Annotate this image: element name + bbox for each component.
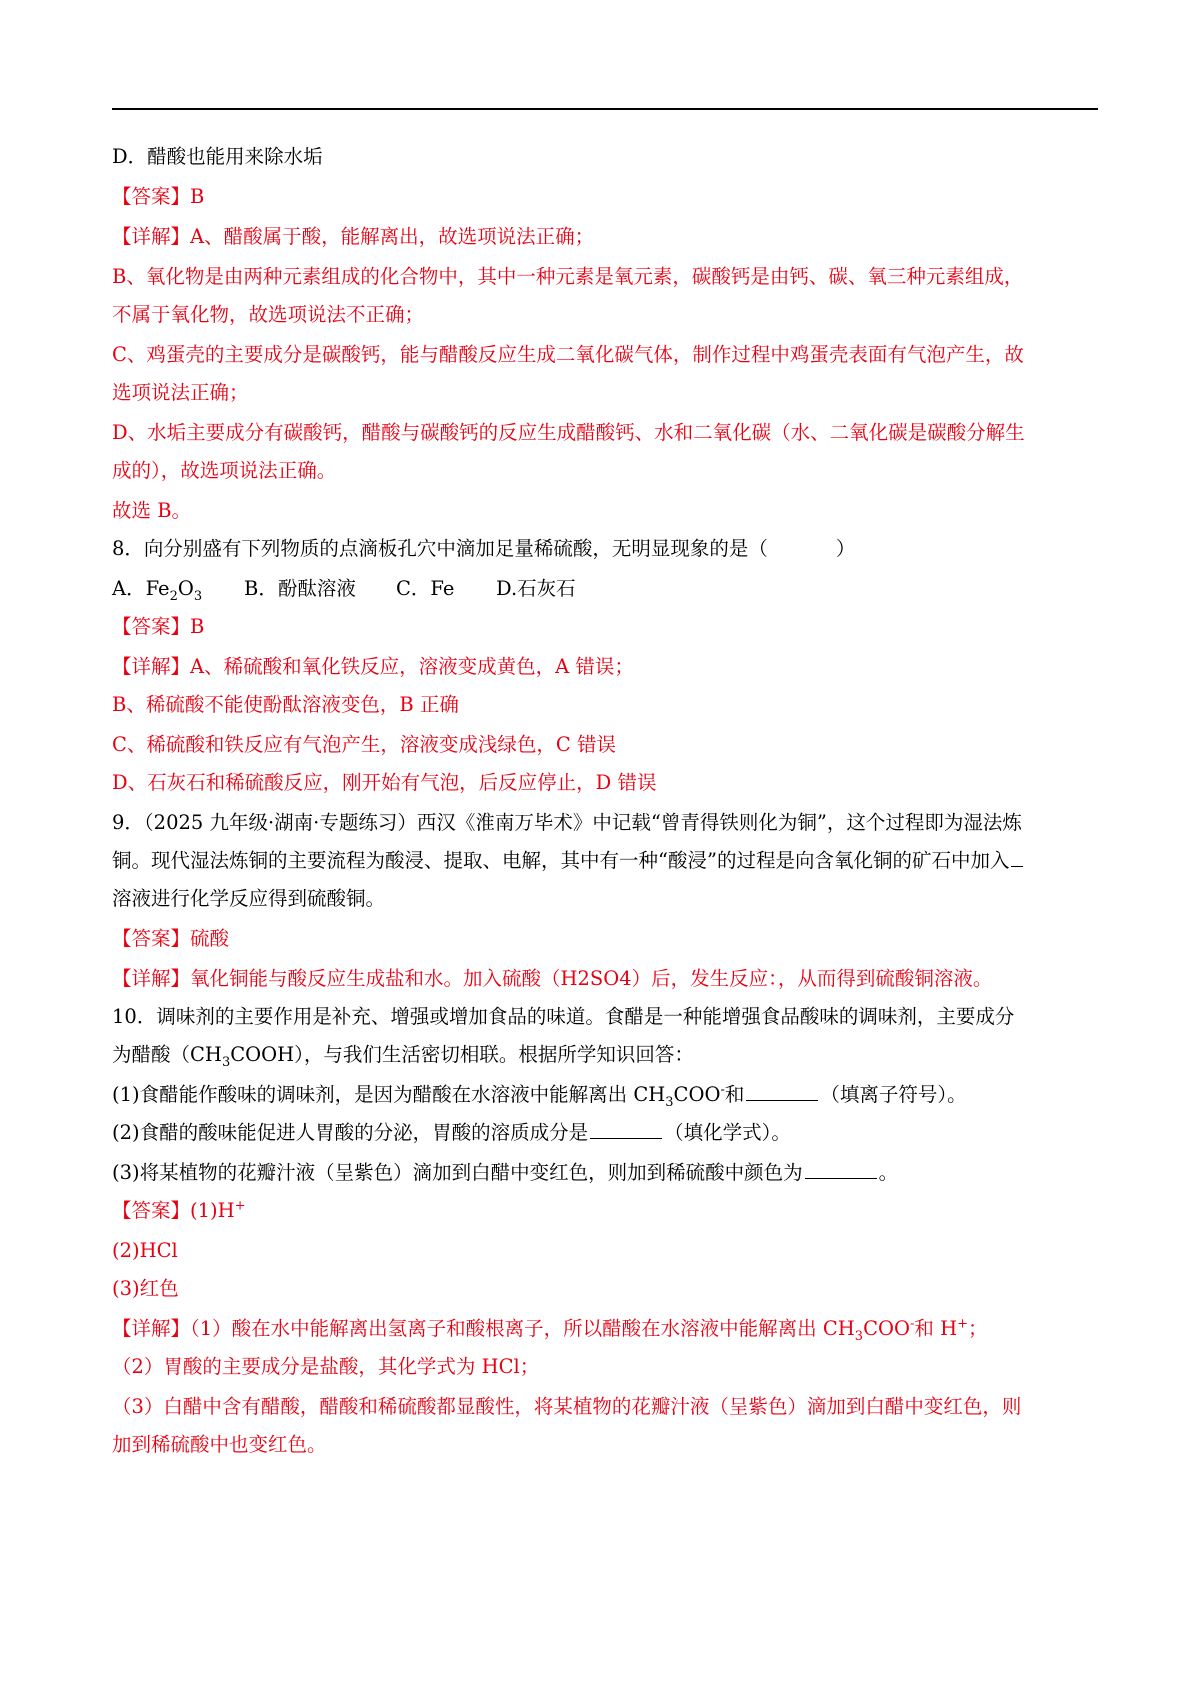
header-rule xyxy=(112,108,1098,110)
q9-stem-line-1: 9．（2025 九年级·湖南·专题练习）西汉《淮南万毕术》中记载“曾青得铁则化为铜”，这个过程即为湿法炼 xyxy=(112,811,1022,834)
q8-detail-line-4: D、石灰石和稀硫酸反应，刚开始有气泡，后反应停止，D 错误 xyxy=(112,771,657,794)
q8-option-a xyxy=(112,576,244,602)
q10-detail-line-1 xyxy=(112,1316,988,1342)
q7-detail-line-2: B、氧化物是由两种元素组成的化合物中，其中一种元素是氧元素，碳酸钙是由钙、碳、氧三种元素组成， xyxy=(112,265,1024,288)
q8-answer-line xyxy=(112,614,204,640)
detail-tag: 【详解】 xyxy=(112,655,191,678)
q9-stem-text: 铜。现代湿法炼铜的主要流程为酸浸、提取、电解，其中有一种“酸浸”的过程是向含氧化铜的矿石中加入 xyxy=(112,849,1010,872)
opt-a-mid: O xyxy=(177,577,194,600)
q7-detail-line-6: D、水垢主要成分有碳酸钙，醋酸与碳酸钙的反应生成醋酸钙、水和二氧化碳（水、二氧化碳是碳酸分解生 xyxy=(112,421,1025,444)
q10-stem-line-2 xyxy=(112,1042,694,1068)
superscript: + xyxy=(234,1198,246,1214)
q10-answer-3: (3)红色 xyxy=(112,1277,179,1300)
q10-detail-line-2: （2）胃酸的主要成分是盐酸，其化学式为 HCl； xyxy=(112,1355,540,1378)
q10-part-2 xyxy=(112,1120,791,1146)
q10-stem-text: COOH），与我们生活密切相联。根据所学知识回答： xyxy=(230,1043,694,1066)
subscript: 3 xyxy=(221,1054,231,1070)
subscript: 3 xyxy=(193,588,203,604)
q8-option-c: C．Fe xyxy=(396,577,455,600)
detail-tag: 【详解】 xyxy=(112,1317,191,1340)
q8-stem-close: ） xyxy=(835,537,856,560)
detail-text: 氧化铜能与酸反应生成盐和水。加入硫酸（H2SO4）后，发生反应：，从而得到硫酸铜溶液。 xyxy=(190,967,993,990)
subscript: 3 xyxy=(854,1328,864,1344)
q10-stem-line-1: 10．调味剂的主要作用是补充、增强或增加食品的味道。食醋是一种能增强食品酸味的调味剂，主要成分 xyxy=(112,1005,1015,1028)
q10-answer-line xyxy=(112,1198,246,1224)
q10-part-text: (2)食醋的酸味能促进人胃酸的分泌，胃酸的溶质成分是 xyxy=(112,1121,589,1144)
q10-part-text: 和 xyxy=(724,1083,745,1106)
detail-tag: 【详解】 xyxy=(112,225,191,248)
answer-tag: 【答案】 xyxy=(112,185,191,208)
q8-detail-line-2: B、稀硫酸不能使酚酞溶液变色，B 正确 xyxy=(112,693,459,716)
q10-detail-line-3: （3）白醋中含有醋酸，醋酸和稀硫酸都显酸性，将某植物的花瓣汁液（呈紫色）滴加到白醋中变红色，则 xyxy=(112,1395,1022,1418)
q7-answer: B xyxy=(190,185,205,208)
q10-stem-text: 为醋酸（CH xyxy=(112,1043,222,1066)
q10-part-1 xyxy=(112,1082,967,1108)
q10-part-text: (1)食醋能作酸味的调味剂，是因为醋酸在水溶液中能解离出 CH xyxy=(112,1083,666,1106)
detail-text: 和 H xyxy=(914,1317,958,1340)
answer-tag: 【答案】 xyxy=(112,927,191,950)
detail-text: A、醋酸属于酸，能解离出，故选项说法正确； xyxy=(190,225,595,248)
q10-part-text: （填离子符号）。 xyxy=(820,1083,967,1106)
q10-part-3 xyxy=(112,1160,898,1186)
fill-blank xyxy=(805,1160,877,1179)
q7-detail-line-5: 选项说法正确； xyxy=(112,381,249,404)
opt-a-text: A．Fe xyxy=(112,577,170,600)
q10-part-text: （填化学式）。 xyxy=(664,1121,791,1144)
q7-detail-line-7: 成的），故选项说法正确。 xyxy=(112,459,337,482)
q7-detail-line-1 xyxy=(112,224,594,250)
q10-part-text: 。 xyxy=(878,1161,899,1184)
superscript: - xyxy=(909,1316,915,1332)
q8-stem-text: 8．向分别盛有下列物质的点滴板孔穴中滴加足量稀硫酸，无明显现象的是（ xyxy=(112,537,768,560)
detail-tag: 【详解】 xyxy=(112,967,191,990)
fill-blank xyxy=(1011,848,1023,867)
detail-text: A、稀硫酸和氧化铁反应，溶液变成黄色，A 错误； xyxy=(190,655,634,678)
q8-stem xyxy=(112,536,855,562)
q8-answer: B xyxy=(190,615,205,638)
q9-answer: 硫酸 xyxy=(190,927,230,950)
q7-answer-line xyxy=(112,184,204,210)
q9-detail-line-1 xyxy=(112,966,992,992)
q10-detail-line-4: 加到稀硫酸中也变红色。 xyxy=(112,1433,327,1456)
q10-part-text: COO xyxy=(673,1083,721,1106)
detail-text: （1）酸在水中能解离出氢离子和酸根离子，所以醋酸在水溶液中能解离出 CH xyxy=(190,1317,855,1340)
answer-tag: 【答案】 xyxy=(112,1199,191,1222)
q7-detail-line-3: 不属于氧化物，故选项说法不正确； xyxy=(112,303,425,326)
q7-option-d: D．醋酸也能用来除水垢 xyxy=(112,145,323,168)
q10-answer-2: (2)HCl xyxy=(112,1239,178,1262)
q10-part-text: (3)将某植物的花瓣汁液（呈紫色）滴加到白醋中变红色，则加到稀硫酸中颜色为 xyxy=(112,1161,803,1184)
fill-blank xyxy=(590,1120,662,1139)
q8-detail-line-1 xyxy=(112,654,634,680)
q9-stem-line-2 xyxy=(112,848,1025,874)
superscript: - xyxy=(720,1082,725,1098)
q8-option-d: D.石灰石 xyxy=(496,577,576,600)
q9-stem-line-3: 溶液进行化学反应得到硫酸铜。 xyxy=(112,887,386,910)
subscript: 2 xyxy=(169,588,178,604)
q8-detail-line-3: C、稀硫酸和铁反应有气泡产生，溶液变成浅绿色，C 错误 xyxy=(112,733,617,756)
q8-options xyxy=(112,576,576,602)
subscript: 3 xyxy=(665,1094,674,1110)
q9-answer-line xyxy=(112,926,229,952)
answer-tag: 【答案】 xyxy=(112,615,191,638)
detail-text: ； xyxy=(968,1317,988,1340)
q8-option-b: B．酚酞溶液 xyxy=(244,577,356,600)
superscript: + xyxy=(957,1316,969,1332)
q7-detail-line-4: C、鸡蛋壳的主要成分是碳酸钙，能与醋酸反应生成二氧化碳气体，制作过程中鸡蛋壳表面有气泡产生，故 xyxy=(112,343,1024,366)
q7-conclusion: 故选 B。 xyxy=(112,499,192,522)
detail-text: COO xyxy=(863,1317,910,1340)
q10-answer-1: (1)H xyxy=(190,1199,235,1222)
fill-blank xyxy=(746,1082,818,1101)
